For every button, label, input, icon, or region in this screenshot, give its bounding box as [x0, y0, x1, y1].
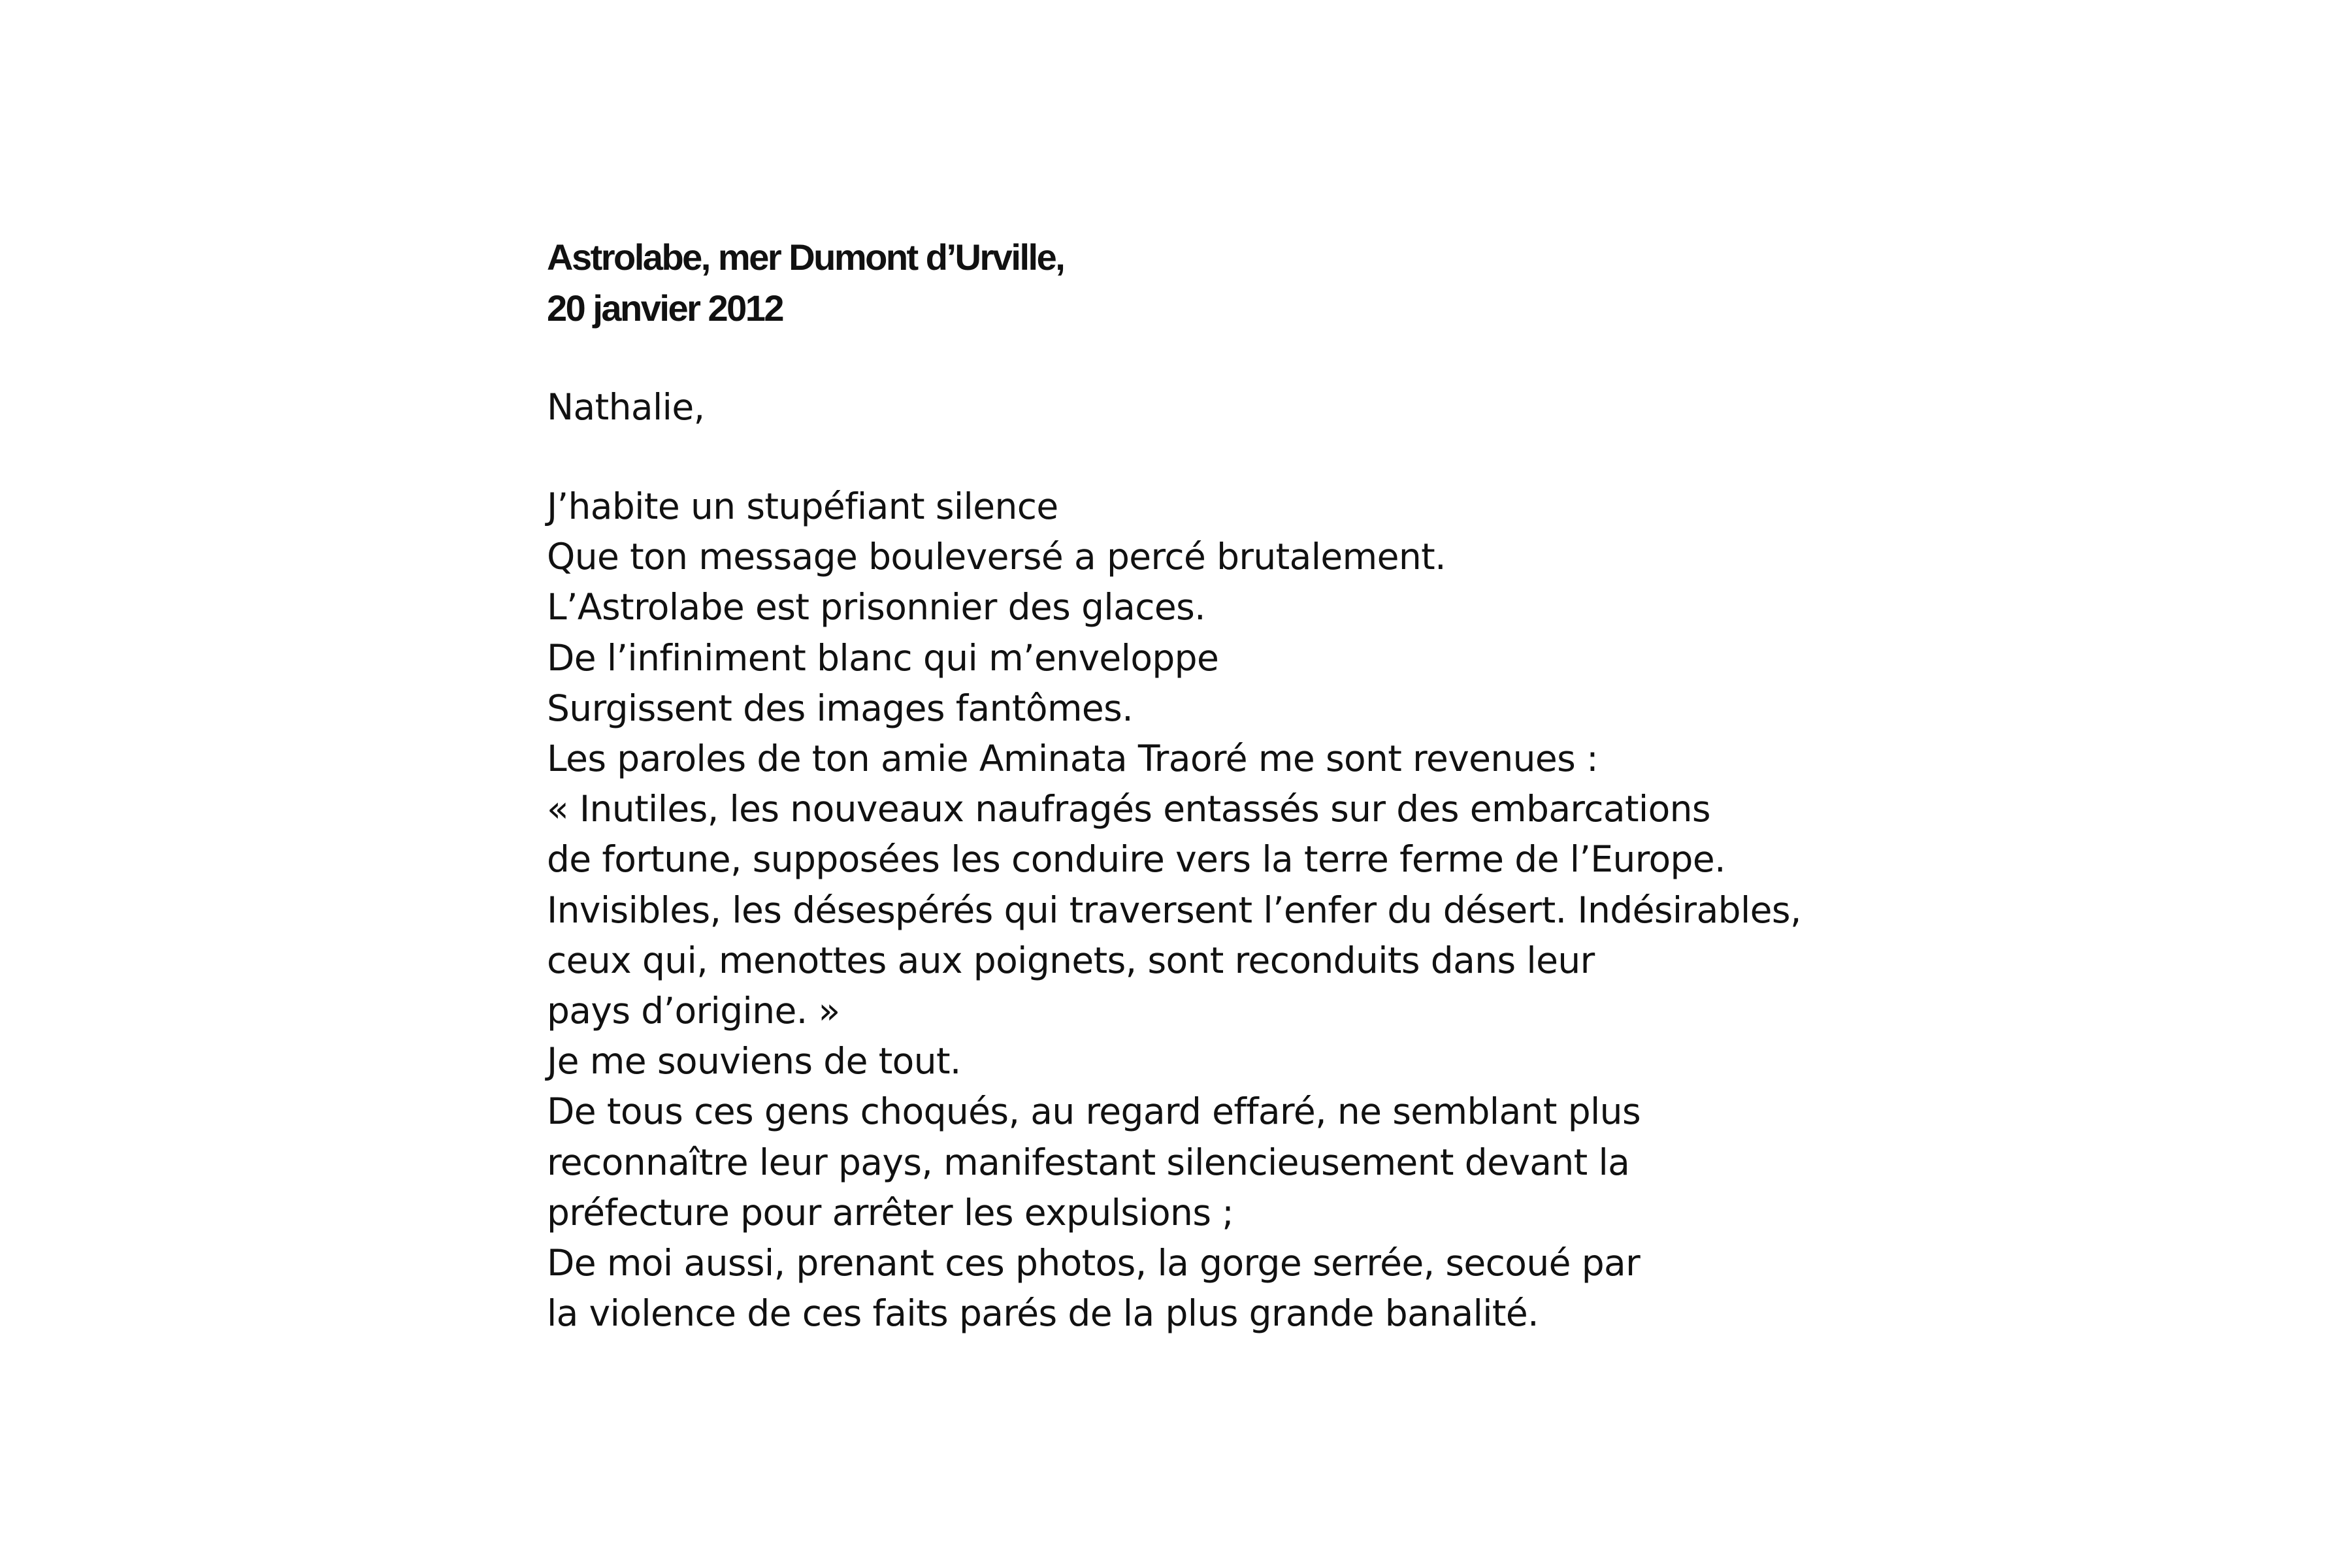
body-line: Les paroles de ton amie Aminata Traoré me sont revenues :	[547, 738, 1599, 780]
body-line: de fortune, supposées les conduire vers la terre ferme de l’Europe.	[547, 838, 1725, 881]
body-line: pays d’origine. »	[547, 990, 840, 1032]
body-line: « Inutiles, les nouveaux naufragés entassés sur des embarcations	[547, 788, 1710, 830]
body-line: De l’infiniment blanc qui m’enveloppe	[547, 636, 1219, 679]
letter-header	[547, 232, 1984, 334]
body-line: ceux qui, menottes aux poignets, sont reconduits dans leur	[547, 939, 1595, 981]
body-line: De moi aussi, prenant ces photos, la gorge serrée, secoué par	[547, 1242, 1641, 1284]
body-line: L’Astrolabe est prisonnier des glaces.	[547, 586, 1206, 629]
body-line: Invisibles, les désespérés qui traversent l’enfer du désert. Indésirables,	[547, 889, 1801, 931]
body-line: préfecture pour arrêter les expulsions ;	[547, 1191, 1234, 1233]
body-line: Je me souviens de tout.	[547, 1040, 961, 1083]
body-line: la violence de ces faits parés de la plus grande banalité.	[547, 1292, 1539, 1335]
salutation: Nathalie,	[547, 386, 705, 428]
body-line: reconnaître leur pays, manifestant silencieusement devant la	[547, 1141, 1630, 1183]
letter-body	[547, 482, 1984, 1339]
body-line: Que ton message bouleversé a percé brutalement.	[547, 536, 1446, 578]
letter	[547, 232, 1984, 1339]
header-place: Astrolabe, mer Dumont d’Urville,	[547, 237, 1064, 278]
body-line: Surgissent des images fantômes.	[547, 687, 1134, 729]
body-line: J’habite un stupéfiant silence	[547, 485, 1058, 527]
header-date: 20 janvier 2012	[547, 287, 783, 329]
body-line: De tous ces gens choqués, au regard effaré, ne semblant plus	[547, 1090, 1641, 1133]
